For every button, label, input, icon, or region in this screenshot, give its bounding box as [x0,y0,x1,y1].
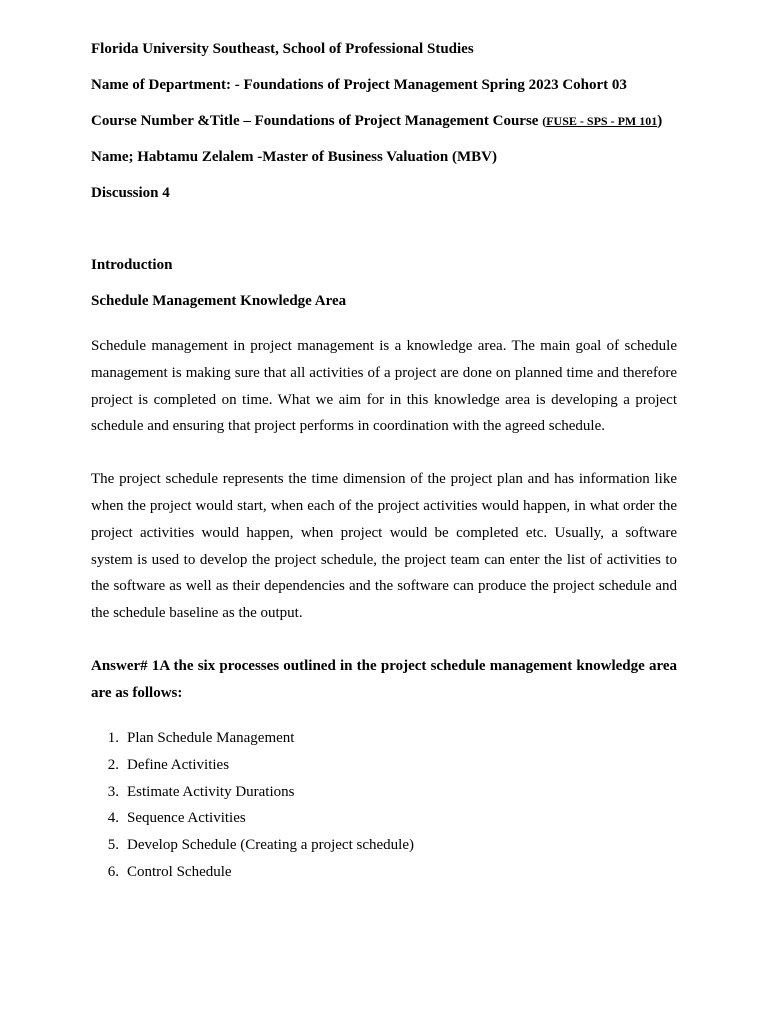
introduction-heading: Introduction [91,257,173,273]
department-line: Name of Department: - Foundations of Project Management Spring 2023 Cohort 03 [91,77,627,93]
section-heading: Schedule Management Knowledge Area [91,293,347,309]
course-code-close-paren: ) [657,113,663,129]
answer-heading: Answer# 1A the six processes outlined in the project schedule management knowledge area are as follows: [91,657,677,701]
paragraph-schedule-management: Schedule management in project management is a knowledge area. The main goal of schedule management is making sure that all activities of a project are done on planned time and therefore project is completed on time. What we aim for in this knowledge area is developing a project schedule and ensuring that project performs in coordination with the agreed schedule. [91,338,677,435]
list-item-number: 4. [107,810,119,827]
list-item [91,779,677,806]
list-item-label: Sequence Activities [127,810,246,827]
list-item [91,859,677,886]
list-item [91,832,677,859]
process-list [91,725,677,886]
spacer [91,219,677,255]
document-content [91,39,677,886]
paragraph-gap [91,440,677,466]
list-item [91,725,677,752]
student-name-line: Name; Habtamu Zelalem -Master of Business Valuation (MBV) [91,149,497,165]
paragraph-gap [91,627,677,653]
course-line [91,111,677,131]
list-item-number: 1. [107,729,119,746]
paragraph-project-schedule: The project schedule represents the time dimension of the project plan and has information like when the project would start, when each of the project activities would happen, in what order the project activities would happen, when project would be completed etc. Usually, a software system is used to develop the project schedule, the project team can enter the list of activities to the software as well as their dependencies and the software can produce the project schedule and the schedule baseline as the output. [91,471,677,622]
list-item-label: Develop Schedule (Creating a project schedule) [127,837,414,854]
list-item [91,805,677,832]
list-item-number: 5. [107,837,119,854]
list-item [91,752,677,779]
discussion-title: Discussion 4 [91,185,170,201]
course-code: FUSE - SPS - PM 101 [546,114,658,128]
list-item-label: Define Activities [127,756,230,773]
list-item-number: 6. [107,863,119,880]
course-title: Course Number &Title – Foundations of Project Management Course [91,113,539,129]
list-item-number: 2. [107,756,119,773]
institution-line: Florida University Southeast, School of Professional Studies [91,41,474,57]
list-item-label: Plan Schedule Management [127,729,295,746]
course-code-open-paren: ( [542,114,547,128]
list-item-number: 3. [107,783,119,800]
list-item-label: Estimate Activity Durations [127,783,295,800]
list-item-label: Control Schedule [127,863,232,880]
